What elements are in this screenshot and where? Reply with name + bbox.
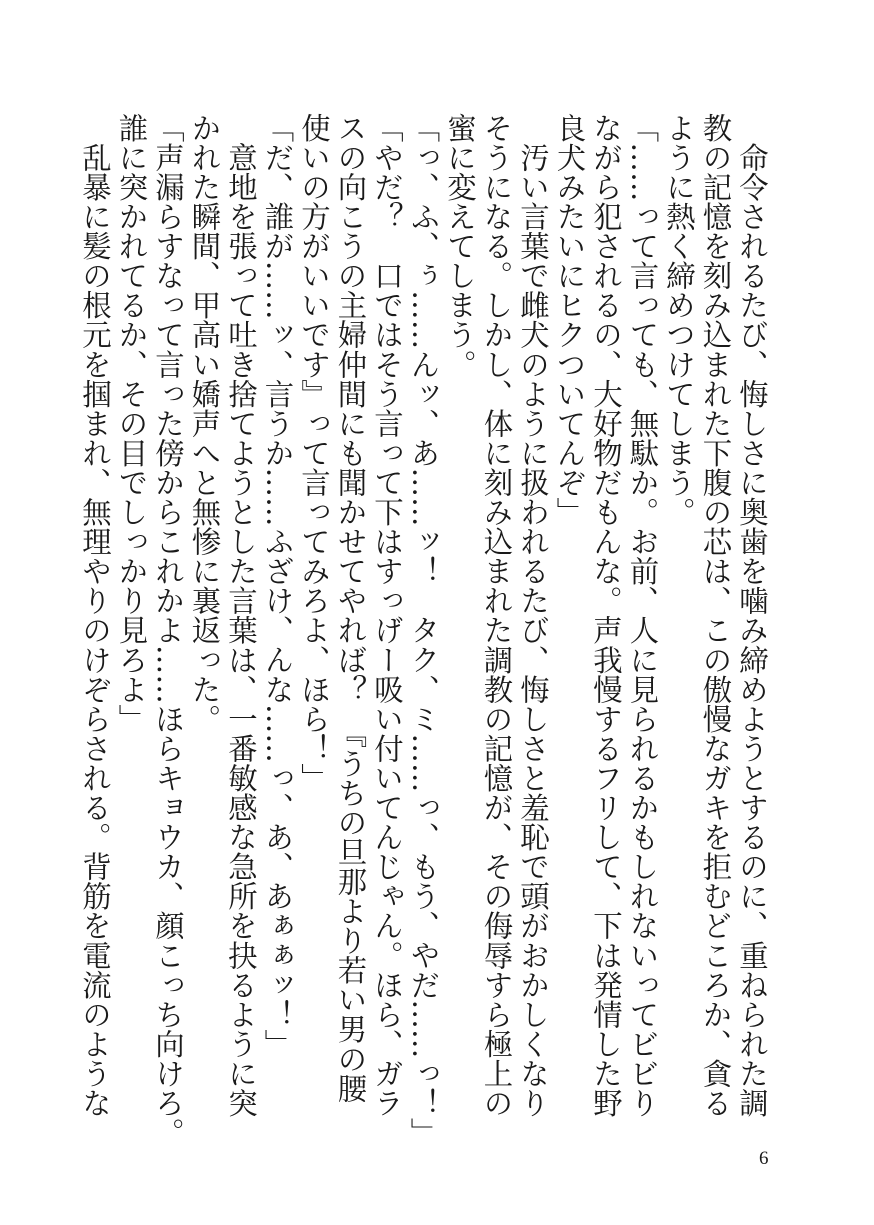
text-line: 「やだ？ 口ではそう言って下はすっげー吸い付いてんじゃん。ほら、ガラ bbox=[370, 113, 404, 1118]
vertical-text-body bbox=[77, 113, 771, 1148]
text-line: 「声漏らすなって言った傍からこれかよ……ほらキョウカ、顔こっち向けろ。 bbox=[151, 113, 185, 1148]
text-line: 汚い言葉で雌犬のように扱われるたび、悔しさと羞恥で頭がおかしくなり bbox=[516, 113, 550, 1118]
text-line: ように熱く締めつけてしまう。 bbox=[662, 113, 696, 527]
text-line: 良犬みたいにヒクついてんぞ」 bbox=[552, 113, 587, 527]
text-line: かれた瞬間、甲高い嬌声へと無惨に裏返った。 bbox=[187, 113, 222, 734]
text-line: そうになる。しかし、体に刻み込まれた調教の記憶が、その侮辱すら極上の bbox=[479, 113, 514, 1118]
text-line: 意地を張って吐き捨てようとした言葉は、一番敏感な急所を抉るように突 bbox=[224, 113, 258, 1118]
text-line: 「だ、誰が……ッ、言うか……ふざけ、んな……っ、あ、あぁぁッ！」 bbox=[260, 113, 295, 1059]
text-line: 「……って言っても、無駄か。お前、人に見られるかもしれないってビビり bbox=[625, 113, 660, 1118]
text-line: スの向こうの主婦仲間にも聞かせてやれば？ 『うちの旦那より若い男の腰 bbox=[333, 113, 368, 1103]
text-line: 誰に突かれてるか、その目でしっかり見ろよ」 bbox=[114, 113, 149, 734]
text-line: 「っ、ふ、ぅ……んッ、あ……ッ！ タク、ミ……っ、もう、やだ……っ！」 bbox=[406, 113, 441, 1148]
text-line: 乱暴に髪の根元を掴まれ、無理やりのけぞらされる。背筋を電流のような bbox=[78, 113, 112, 1118]
text-line: ながら犯されるの、大好物だもんな。声我慢するフリして、下は発情した野 bbox=[589, 113, 623, 1118]
text-line: 使いの方がいいです』って言ってみろよ、ほら！」 bbox=[297, 113, 331, 793]
page-number: 6 bbox=[759, 1148, 769, 1169]
text-line: 蜜に変えてしまう。 bbox=[443, 113, 477, 379]
text-line: 教の記憶を刻み込まれた下腹の芯は、この傲慢なガキを拒むどころか、貪る bbox=[698, 113, 733, 1118]
text-line: 命令されるたび、悔しさに奥歯を噛み締めようとするのに、重ねられた調 bbox=[735, 113, 769, 1118]
